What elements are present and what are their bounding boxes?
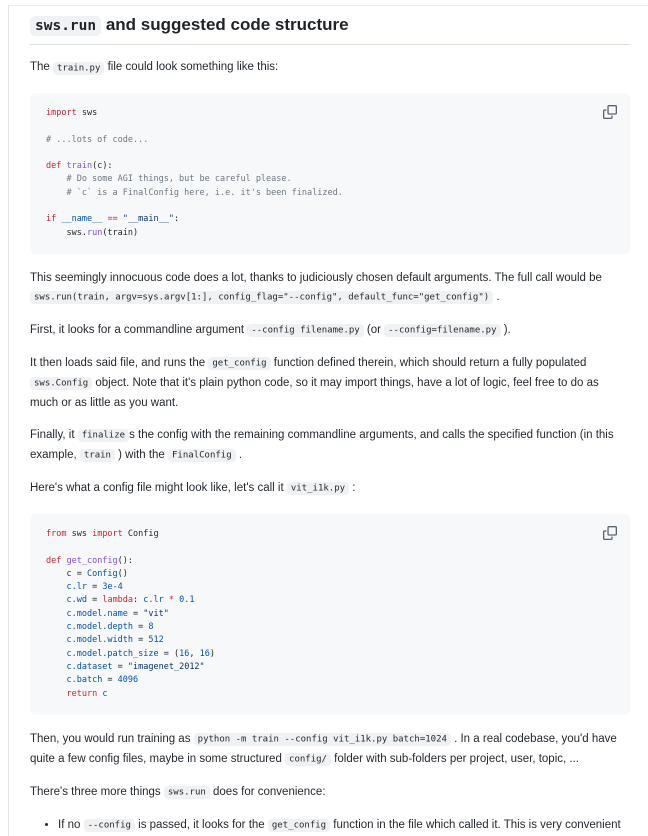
code-token: def	[46, 161, 62, 172]
code-token: :	[133, 595, 144, 606]
code-token: =	[86, 595, 103, 606]
paragraph	[30, 730, 630, 770]
text-run: function in the file which called it. This is very convenient	[330, 818, 621, 831]
code-pre	[46, 107, 614, 240]
text-run: Here's what a config file might look like, let's call it	[30, 481, 287, 494]
code-token: Config	[86, 568, 118, 579]
code-token: from	[46, 528, 67, 539]
code-token: 8	[148, 622, 154, 633]
code-token	[46, 649, 66, 659]
code-token: get_config	[66, 555, 118, 566]
code-token	[46, 675, 66, 685]
code-block	[30, 93, 630, 254]
code-token: 16	[199, 648, 210, 659]
paragraph	[30, 58, 630, 78]
code-token: 4096	[117, 675, 139, 686]
paragraph	[30, 479, 630, 499]
paragraph	[30, 269, 630, 308]
code-token: ,	[189, 648, 200, 659]
text-run: It then loads said file, and runs the	[30, 356, 209, 369]
code-block	[30, 514, 630, 715]
code-pre	[46, 528, 614, 701]
code-token: c.wd	[66, 595, 87, 606]
inline-code: train	[80, 449, 115, 462]
code-token: (c):	[92, 161, 113, 172]
code-token: c.model.width	[66, 635, 134, 646]
inline-code: sws.Config	[30, 377, 92, 390]
paragraph	[30, 354, 630, 413]
code-token: import	[46, 108, 77, 118]
inline-code: python -m train --config vit_i1k.py batch=1024	[194, 733, 451, 746]
code-token	[46, 582, 66, 592]
code-token: "vit"	[143, 608, 169, 619]
code-token: lambda	[102, 595, 134, 606]
paragraph	[30, 321, 630, 341]
code-token: return	[66, 688, 98, 699]
code-token: "imagenet_2012"	[127, 661, 205, 672]
code-token: =	[127, 608, 144, 619]
code-token: 0.1	[179, 595, 195, 606]
inline-code: finalize	[78, 429, 129, 442]
code-token: c =	[46, 568, 87, 579]
text-run: First, it looks for a commandline argument	[30, 323, 248, 336]
inline-code: vit_i1k.py	[287, 482, 349, 495]
code-token: ()	[117, 568, 128, 579]
code-token: =	[86, 582, 103, 593]
text-run: :	[349, 481, 356, 494]
code-token: run	[86, 227, 103, 238]
text-run: ) with the	[114, 448, 169, 461]
code-token: (train)	[102, 227, 139, 238]
text-run: function defined therein, which should return a fully populated	[270, 356, 587, 369]
inline-code: --config filename.py	[247, 324, 363, 337]
code-token: 512	[148, 635, 164, 646]
code-content	[46, 108, 343, 238]
code-token	[46, 635, 66, 645]
page-title-code: sws.run	[30, 16, 101, 36]
code-token	[46, 622, 66, 632]
text-run: folder with sub-folders per project, user, topic, ...	[330, 752, 579, 765]
inline-code: sws.run(train, argv=sys.argv[1:], config_flag="--config", default_func="get_config")	[30, 291, 493, 304]
code-token: sws	[66, 528, 93, 539]
code-token: =	[112, 661, 128, 672]
code-token: c.lr	[143, 595, 164, 606]
text-run: .	[235, 448, 243, 461]
inline-code: --config=filename.py	[384, 324, 500, 337]
text-run: s the config with the remaining commandline arguments, and calls the specified function (in this example,	[30, 428, 614, 461]
text-run: Finally, it	[30, 428, 78, 441]
code-token: = (	[158, 648, 180, 659]
text-run: Then, you would run training as	[30, 732, 194, 745]
copy-button[interactable]	[599, 522, 621, 544]
text-run: There's three more things	[30, 785, 164, 798]
code-token: "__main__"	[122, 214, 175, 225]
code-token: =	[102, 675, 118, 686]
inline-code: --config	[84, 819, 135, 832]
code-token: :	[174, 214, 180, 225]
code-token: # ...lots of code...	[46, 134, 149, 145]
code-token: Config	[122, 528, 159, 539]
code-token: # `c` is a FinalConfig here, i.e. it's been finalized.	[46, 187, 343, 198]
list-item	[58, 816, 630, 836]
code-token: c.lr	[66, 582, 87, 593]
code-token: sws	[76, 108, 98, 118]
inline-code: train.py	[53, 62, 104, 75]
code-token: if	[46, 214, 57, 225]
code-token: c.model.depth	[66, 622, 134, 633]
code-token: =	[133, 635, 149, 646]
code-token: train	[66, 161, 93, 172]
text-run: does for convenience:	[209, 785, 326, 798]
bullet-list	[30, 816, 630, 836]
code-token	[46, 609, 66, 619]
code-content	[46, 529, 215, 699]
code-token: import	[92, 528, 123, 539]
code-token: c.model.patch_size	[66, 648, 159, 659]
text-run: ).	[500, 323, 511, 336]
inline-code: FinalConfig	[168, 449, 236, 462]
code-token: )	[209, 648, 215, 659]
code-token: *	[168, 595, 175, 606]
code-token: c.batch	[66, 675, 103, 686]
text-run: file could look something like this:	[104, 61, 279, 73]
inline-code: config/	[285, 753, 331, 766]
code-token: __name__	[61, 214, 103, 225]
text-run: object. Note that it's plain python code, so it may import things, have a lot of logic, feel free to do as much or as little as you want.	[30, 376, 599, 409]
text-run: This seemingly innocuous code does a lot, thanks to judiciously chosen default arguments. The full call would be	[30, 271, 602, 284]
page-title	[30, 15, 630, 45]
copy-icon	[603, 526, 617, 540]
page-title-text: and suggested code structure	[101, 15, 349, 34]
paragraph	[30, 426, 630, 466]
inline-code: get_config	[268, 819, 330, 832]
code-token: def	[46, 555, 62, 566]
code-token: c.model.name	[66, 608, 128, 619]
text-run: If no	[58, 818, 84, 831]
code-token: sws.	[46, 227, 87, 238]
code-token: =	[133, 622, 149, 633]
text-run: (or	[363, 323, 385, 336]
paragraph	[30, 783, 630, 803]
copy-button[interactable]	[599, 101, 621, 123]
text-run: .	[493, 290, 500, 303]
code-token: # Do some AGI things, but be careful please.	[46, 174, 292, 185]
code-token: ==	[107, 214, 118, 225]
code-token	[46, 595, 66, 605]
readme-article	[8, 5, 648, 836]
text-run: . In a real codebase, you'd have quite a few config files, maybe in some structured	[30, 732, 617, 765]
inline-code: get_config	[208, 357, 270, 370]
code-token: c	[102, 688, 108, 699]
code-token: 16	[179, 648, 190, 659]
copy-icon	[603, 105, 617, 119]
code-token: 3e-4	[102, 582, 123, 593]
article-content	[30, 58, 630, 836]
text-run: is passed, it looks for the	[134, 818, 268, 831]
code-token	[46, 662, 66, 672]
code-token: ():	[117, 555, 134, 566]
text-run: The	[30, 61, 54, 73]
code-token	[46, 689, 66, 699]
code-token: c.dataset	[66, 661, 113, 672]
inline-code: sws.run	[164, 786, 210, 799]
